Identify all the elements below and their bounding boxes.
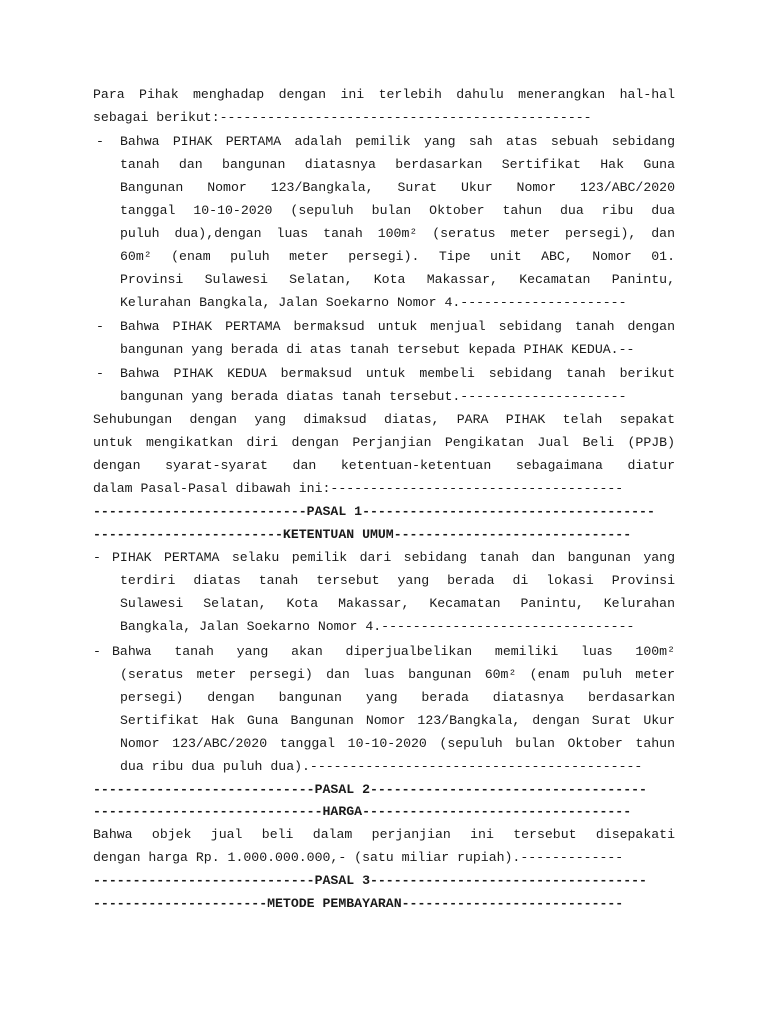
recital-line: 60m² (enam puluh meter persegi). Tipe unit ABC, Nomor 01.: [120, 249, 675, 264]
recital-line: Bahwa PIHAK PERTAMA adalah pemilik yang sah atas sebuah sebidang: [120, 134, 675, 149]
pasal-title: ----------------------METODE PEMBAYARAN----------------------------: [93, 896, 624, 911]
clause-line: terdiri diatas tanah tersebut yang berada di lokasi Provinsi: [120, 573, 675, 588]
recital-line: bangunan yang berada diatas tanah tersebut.---------------------: [120, 389, 627, 404]
intro-line: sebagai berikut:-----------------------------------------------: [93, 110, 592, 125]
recital-line: bangunan yang berada di atas tanah tersebut kepada PIHAK KEDUA.--: [120, 342, 635, 357]
intro-line: Para Pihak menghadap dengan ini terlebih dahulu menerangkan hal-hal: [93, 87, 675, 102]
pasal-title: -----------------------------HARGA----------------------------------: [93, 804, 632, 819]
clause-line: Bangkala, Jalan Soekarno Nomor 4.--------------------------------: [120, 619, 635, 634]
pasal-heading: ----------------------------PASAL 3-----------------------------------: [93, 873, 647, 888]
agreement-line: untuk mengikatkan diri dengan Perjanjian Pengikatan Jual Beli (PPJB): [93, 435, 675, 450]
bullet-marker: -: [93, 550, 101, 565]
pasal-heading: ----------------------------PASAL 2-----------------------------------: [93, 782, 647, 797]
bullet-marker: -: [96, 366, 104, 381]
recital-line: Bangunan Nomor 123/Bangkala, Surat Ukur Nomor 123/ABC/2020: [120, 180, 675, 195]
price-line: dengan harga Rp. 1.000.000.000,- (satu miliar rupiah).-------------: [93, 850, 624, 865]
agreement-line: Sehubungan dengan yang dimaksud diatas, PARA PIHAK telah sepakat: [93, 412, 675, 427]
bullet-marker: -: [96, 134, 104, 149]
recital-line: Provinsi Sulawesi Selatan, Kota Makassar, Kecamatan Panintu,: [120, 272, 675, 287]
clause-line: dua ribu dua puluh dua).------------------------------------------: [120, 759, 643, 774]
pasal-heading: ---------------------------PASAL 1-------------------------------------: [93, 504, 655, 519]
agreement-line: dalam Pasal-Pasal dibawah ini:-------------------------------------: [93, 481, 624, 496]
agreement-line: dengan syarat-syarat dan ketentuan-ketentuan sebagaimana diatur: [93, 458, 675, 473]
pasal-title: ------------------------KETENTUAN UMUM------------------------------: [93, 527, 632, 542]
recital-line: tanggal 10-10-2020 (sepuluh bulan Oktober tahun dua ribu dua: [120, 203, 675, 218]
clause-line: (seratus meter persegi) dan luas bangunan 60m² (enam puluh meter: [120, 667, 675, 682]
recital-line: Bahwa PIHAK PERTAMA bermaksud untuk menjual sebidang tanah dengan: [120, 319, 675, 334]
price-line: Bahwa objek jual beli dalam perjanjian ini tersebut disepakati: [93, 827, 675, 842]
bullet-marker: -: [96, 319, 104, 334]
recital-line: puluh dua),dengan luas tanah 100m² (seratus meter persegi), dan: [120, 226, 675, 241]
clause-line: Bahwa tanah yang akan diperjualbelikan memiliki luas 100m²: [112, 644, 675, 659]
clause-line: Sertifikat Hak Guna Bangunan Nomor 123/Bangkala, dengan Surat Ukur: [120, 713, 675, 728]
clause-line: PIHAK PERTAMA selaku pemilik dari sebidang tanah dan bangunan yang: [112, 550, 675, 565]
recital-line: Kelurahan Bangkala, Jalan Soekarno Nomor 4.---------------------: [120, 295, 627, 310]
clause-line: Nomor 123/ABC/2020 tanggal 10-10-2020 (sepuluh bulan Oktober tahun: [120, 736, 675, 751]
clause-line: persegi) dengan bangunan yang berada diatasnya berdasarkan: [120, 690, 675, 705]
recital-line: Bahwa PIHAK KEDUA bermaksud untuk membeli sebidang tanah berikut: [120, 366, 675, 381]
clause-line: Sulawesi Selatan, Kota Makassar, Kecamatan Panintu, Kelurahan: [120, 596, 675, 611]
bullet-marker: -: [93, 644, 101, 659]
recital-line: tanah dan bangunan diatasnya berdasarkan Sertifikat Hak Guna: [120, 157, 675, 172]
